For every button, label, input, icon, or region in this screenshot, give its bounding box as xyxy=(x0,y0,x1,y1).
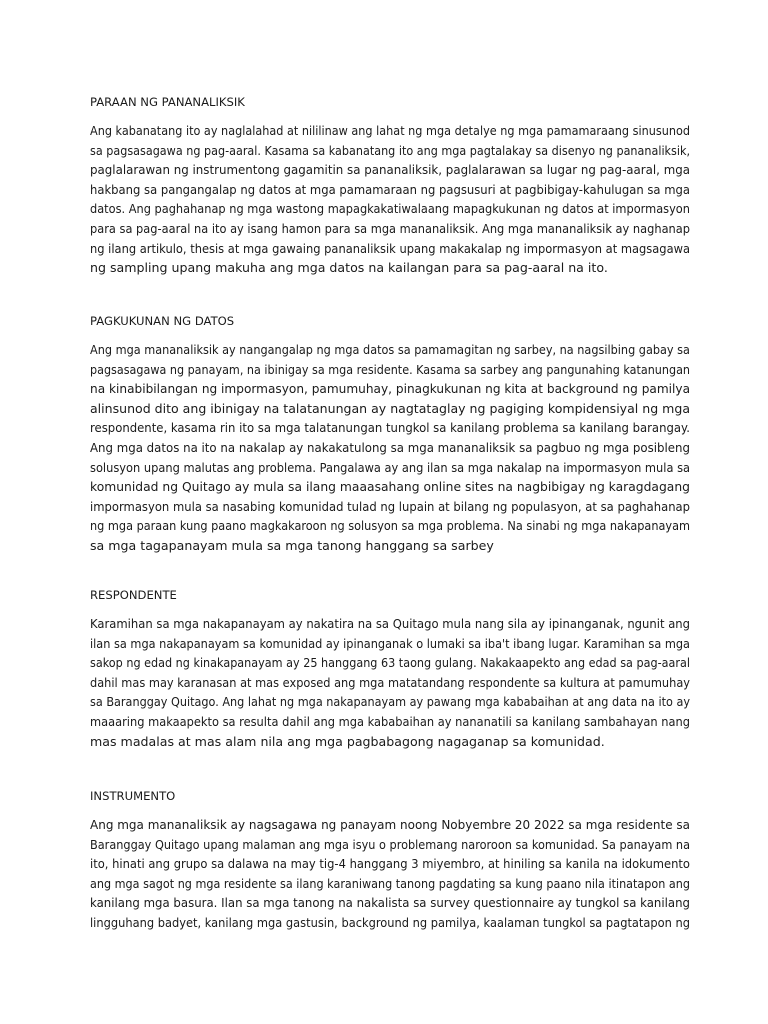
section-heading-pagkukunan: PAGKUKUNAN NG DATOS xyxy=(90,314,235,328)
text-line: ng sampling upang makuha ang mga datos na kailangan para sa pag-aaral na ito. xyxy=(90,260,608,276)
section-heading-paraan: PARAAN NG PANANALIKSIK xyxy=(90,95,245,109)
text-line: hakbang sa pangangalap ng datos at mga pamamaraan ng pagsusuri at pagbibigay-kahulugan sa mga xyxy=(90,181,690,197)
text-line: sakop ng edad ng kinakapanayam ay 25 hanggang 63 taong gulang. Nakakaapekto ang edad sa pag-aaral xyxy=(90,655,690,671)
text-line: paglalarawan ng instrumentong gagamitin sa pananaliksik, paglalarawan sa lugar ng pag-aaral, mga xyxy=(90,162,691,178)
text-line: solusyon upang malutas ang problema. Pangalawa ay ang ilan sa mga nakalap na impormasyon mula sa xyxy=(90,459,691,475)
text-line: datos. Ang paghahanap ng mga wastong mapagkakatiwalaang mapagkukunan ng datos at impormasyon xyxy=(90,201,690,217)
text-line: sa Baranggay Quitago. Ang lahat ng mga nakapanayam ay pawang mga kababaihan at ang data na ito ay xyxy=(90,694,691,710)
text-line: mas madalas at mas alam nila ang mga pagbabagong nagaganap sa komunidad. xyxy=(90,733,605,749)
text-line: dahil mas may karanasan at mas exposed ang mga matatandang respondente sa kultura at pamumuhay xyxy=(90,674,691,690)
text-line: respondente, kasama rin ito sa mga talatanungan tungkol sa kanilang problema sa kanilang barangay. xyxy=(90,420,690,436)
text-line: Ang mga datos na ito na nakalap ay nakakatulong sa mga mananaliksik sa pagbuo ng mga posibleng xyxy=(90,439,690,455)
text-line: ng ilang artikulo, thesis at mga gawaing pananaliksik upang makakalap ng impormasyon at magsagawa xyxy=(90,240,690,256)
paragraph-instrumento xyxy=(90,815,690,933)
section-heading-respondente: RESPONDENTE xyxy=(90,588,177,602)
text-line: Karamihan sa mga nakapanayam ay nakatira na sa Quitago mula nang sila ay ipinanganak, ngunit ang xyxy=(90,616,691,631)
paragraph-respondente xyxy=(90,614,690,751)
text-line: Baranggay Quitago upang malaman ang mga isyu o problemang naroroon sa komunidad. Sa panayam na xyxy=(90,836,691,852)
text-line: alinsunod dito ang ibinigay na talatanungan ay nagtataglay ng pagiging kompidensiyal ng mga xyxy=(90,400,691,416)
text-line: kanilang mga basura. Ilan sa mga tanong na nakalista sa survey questionnaire ay tungkol sa kanilang xyxy=(90,895,691,911)
text-line: ito, hinati ang grupo sa dalawa na may tig-4 hanggang 3 miyembro, at hiniling sa kanila na idokumento xyxy=(90,856,690,872)
paragraph-pagkukunan xyxy=(90,340,690,556)
text-line: para sa pag-aaral na ito ay isang hamon para sa mga mananaliksik. Ang mga mananaliksik ay naghanap xyxy=(90,220,690,236)
text-line: ng mga paraan kung paano magkakaroon ng solusyon sa mga problema. Na sinabi ng mga nakapanayam xyxy=(90,518,690,534)
text-line: Ang mga mananaliksik ay nagsagawa ng panayam noong Nobyembre 20 2022 sa mga residente sa xyxy=(90,817,691,832)
section-heading-instrumento: INSTRUMENTO xyxy=(90,789,176,803)
text-line: pagsasagawa ng panayam, na ibinigay sa mga residente. Kasama sa sarbey ang pangunahing katanungan xyxy=(90,361,691,377)
text-line: impormasyon mula sa nasabing komunidad tulad ng lupain at bilang ng populasyon, at sa paghahanap xyxy=(90,498,691,514)
text-line: Ang kabanatang ito ay naglalahad at nililinaw ang lahat ng mga detalye ng mga pamamaraang sinusunod xyxy=(90,123,690,138)
text-line: sa pagsasagawa ng pag-aaral. Kasama sa kabanatang ito ang mga pagtalakay sa disenyo ng pananaliksik, xyxy=(90,142,691,158)
text-line: maaaring makaapekto sa resulta dahil ang mga kababaihan ay nananatili sa kanilang sambahayan nang xyxy=(90,713,691,729)
text-line: ang mga sagot ng mga residente sa ilang karaniwang tanong pagdating sa kung paano nila itinatapon ang xyxy=(90,875,690,891)
text-line: lingguhang badyet, kanilang mga gastusin, background ng pamilya, kaalaman tungkol sa pagtatapon ng xyxy=(90,914,691,930)
text-line: na kinabibilangan ng impormasyon, pamumuhay, pinagkukunan ng kita at background ng pamilya xyxy=(90,381,691,397)
text-line: ilan sa mga nakapanayam sa komunidad ay ipinanganak o lumaki sa iba't ibang lugar. Karamihan sa mga xyxy=(90,635,690,651)
text-line: komunidad ng Quitago ay mula sa ilang maaasahang online sites na nagbibigay ng karagdagang xyxy=(90,479,691,495)
text-line: sa mga tagapanayam mula sa mga tanong hanggang sa sarbey xyxy=(90,537,494,553)
text-line: Ang mga mananaliksik ay nangangalap ng mga datos sa pamamagitan ng sarbey, na nagsilbing gabay sa xyxy=(90,342,690,357)
paragraph-paraan xyxy=(90,121,690,278)
